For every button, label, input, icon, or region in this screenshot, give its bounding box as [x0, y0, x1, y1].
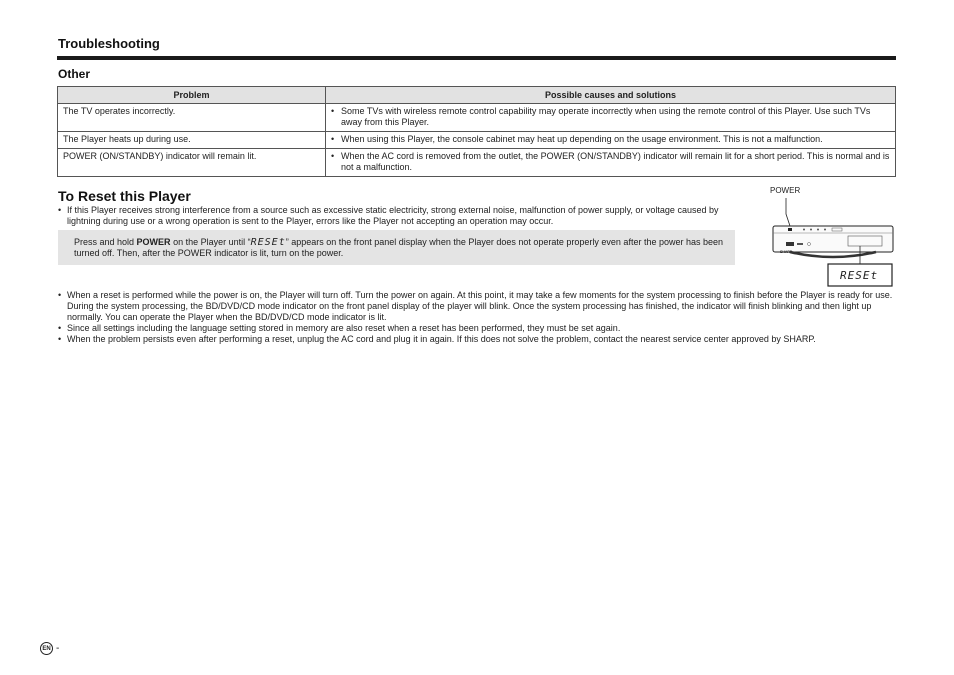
- solution-cell: [326, 132, 896, 149]
- solution-cell: [326, 149, 896, 177]
- instruction-power-bold: POWER: [136, 237, 171, 247]
- note-text: Since all settings including the language setting stored in memory are also reset when a reset has been performed, they must be set again.: [67, 323, 621, 333]
- page-footer: [40, 642, 59, 655]
- problem-cell: POWER (ON/STANDBY) indicator will remain lit.: [58, 149, 326, 177]
- power-label: POWER: [770, 186, 801, 195]
- list-item: [58, 290, 894, 323]
- reset-instruction-box: [58, 230, 735, 265]
- control-button-icon: [824, 229, 826, 231]
- troubleshooting-table: [57, 86, 896, 177]
- page-number-suffix: -: [56, 643, 60, 654]
- solution-text: When the AC cord is removed from the outlet, the POWER (ON/STANDBY) indicator will remain lit for a short period. This is normal and is not a malfunction.: [341, 151, 890, 172]
- section-title: Troubleshooting: [58, 36, 160, 51]
- bullet-icon: •: [331, 134, 335, 144]
- bullet-icon: •: [331, 151, 335, 161]
- usb-port-icon: [786, 242, 794, 246]
- player-illustration: [770, 196, 896, 290]
- instruction-mid: on the Player until “: [170, 237, 251, 247]
- bullet-icon: •: [331, 106, 335, 116]
- reset-display-text: RESEt: [250, 237, 286, 248]
- table-header-row: [58, 87, 896, 104]
- bullet-icon: •: [58, 290, 62, 300]
- bullet-icon: •: [58, 323, 62, 333]
- section-divider: [57, 56, 896, 60]
- reset-title: To Reset this Player: [58, 188, 191, 204]
- control-button-icon: [803, 229, 805, 231]
- power-button-icon: [788, 228, 792, 231]
- bullet-icon: •: [58, 205, 62, 215]
- solution-text: Some TVs with wireless remote control capability may operate incorrectly when using the remote control of this Player. Use such TVs away from this Player.: [341, 106, 871, 127]
- list-item: [58, 334, 894, 345]
- player-stand: [790, 252, 876, 257]
- instruction-post: ” appears on the front panel display when the Player does not operate properly even after the power has been turned off. Then, after the POWER indicator is lit, turn on the power.: [74, 237, 724, 258]
- problem-cell: The Player heats up during use.: [58, 132, 326, 149]
- reset-intro-text: If this Player receives strong interference from a source such as excessive static electricity, strong external noise, malfunction of power supply, or voltage caused by lightning during use or a wrong operation is sent to the Player, errors like the Player not accepting an operation may occur.: [67, 205, 719, 226]
- reset-intro: [58, 205, 738, 227]
- table-row: [58, 104, 896, 132]
- solution-cell: [326, 104, 896, 132]
- solution-text: When using this Player, the console cabinet may heat up depending on the usage environment. This is not a malfunction.: [341, 134, 823, 144]
- mode-indicator-icon: [797, 243, 803, 245]
- language-badge-icon: EN: [40, 642, 53, 655]
- brand-logo: SHARP: [780, 250, 793, 254]
- power-leader-line: [786, 198, 790, 226]
- column-header-solution: Possible causes and solutions: [326, 87, 896, 104]
- note-text: When a reset is performed while the power is on, the Player will turn off. Turn the power on again. At this point, it may take a few moments for the system processing to finish before the Player is ready for use. During the system processing, the BD/DVD/CD mode indicator on the front panel display of the player will blink. Once the system processing has finished, the indicator will finish blinking and then light up normally. You can operate the Player when the BD/DVD/CD mode indicator is lit.: [67, 290, 893, 322]
- control-button-icon: [810, 229, 812, 231]
- table-row: [58, 149, 896, 177]
- control-button-icon: [817, 229, 819, 231]
- list-item: [58, 323, 894, 334]
- problem-cell: The TV operates incorrectly.: [58, 104, 326, 132]
- reset-notes: [58, 290, 894, 345]
- subsection-title: Other: [58, 67, 91, 81]
- bullet-icon: •: [58, 334, 62, 344]
- instruction-pre: Press and hold: [74, 237, 137, 247]
- callout-display-text: RESEt: [840, 269, 879, 282]
- column-header-problem: Problem: [58, 87, 326, 104]
- note-text: When the problem persists even after performing a reset, unplug the AC cord and plug it in again. If this does not solve the problem, contact the nearest service center approved by SHARP.: [67, 334, 816, 344]
- table-row: [58, 132, 896, 149]
